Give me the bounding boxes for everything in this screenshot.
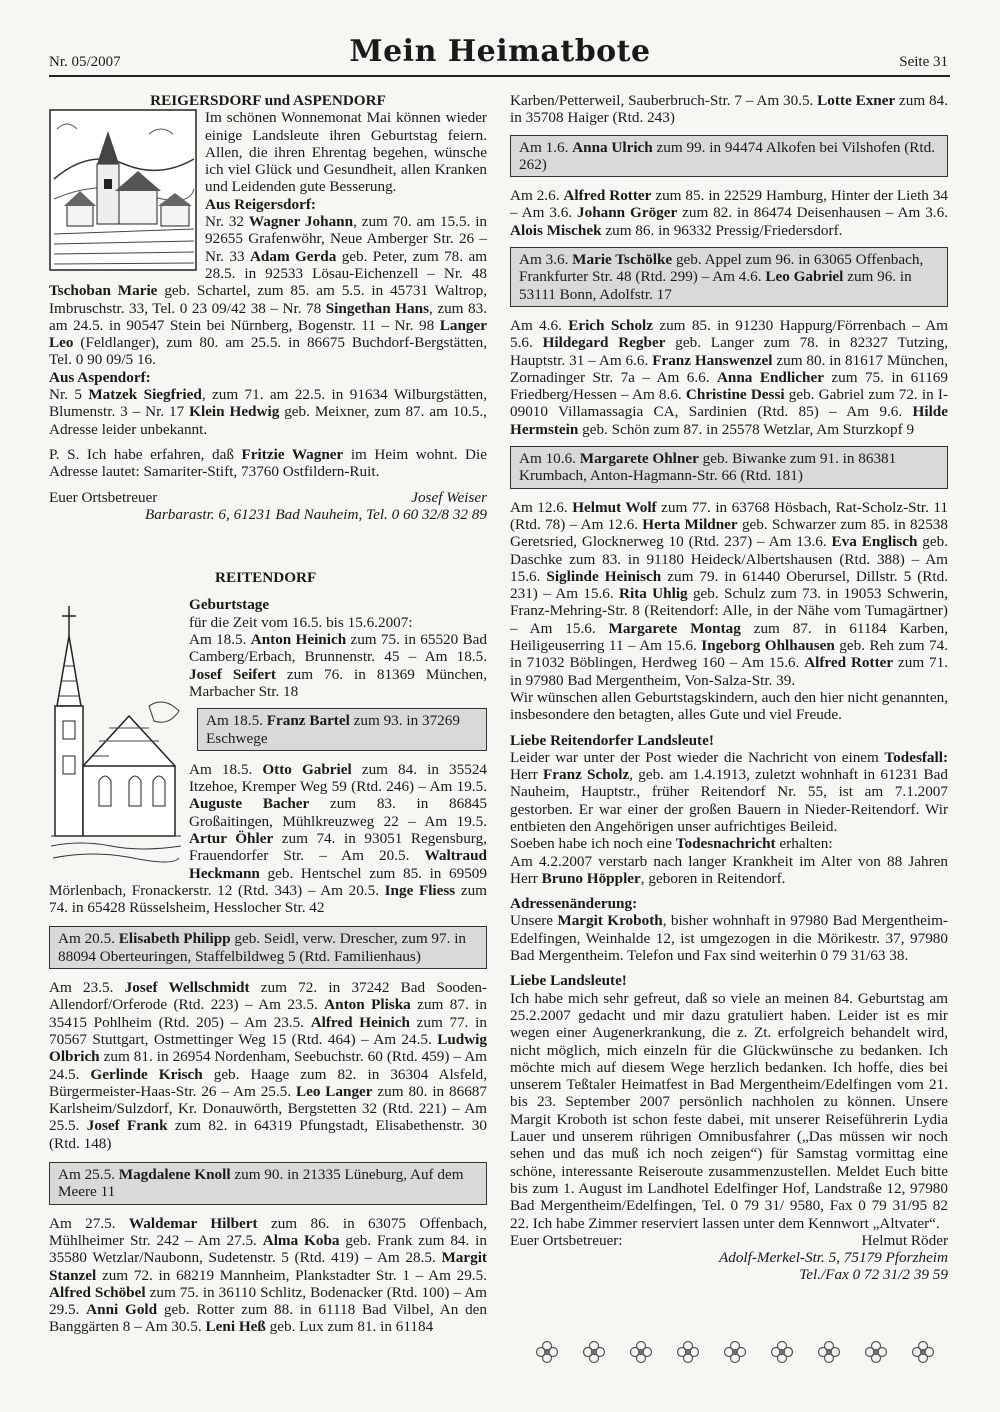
signature-address-reitendorf: Adolf-Merkel-Str. 5, 75179 Pforzheim: [718, 1249, 948, 1267]
highlight-box-ohlner: Am 10.6. Margarete Ohlner geb. Biwanke zum 91. in 86381 Krumbach, Anton-Hagmann-Str. 66 (Rtd. 181): [510, 446, 948, 489]
reigersdorf-birthdays: Nr. 32 Wagner Johann, zum 70. am 15.5. in 92655 Grafenwöhr, Neue Amberger Str. 26 – Nr. 33 Adam Gerda geb. Peter, zum 78. am 28.5. in 92533 Lösau-Eichenzell – Nr. 48 Tschoban Marie geb. Schartel, zum 85. am 5.5. in 45731 Waltrop, Imbruschstr. 33, Tel. 0 23 09/42 38 – Nr. 78 Singethan Hans, zum 83. am 24.5. in 90547 Stein bei Nürnberg, Bogenstr. 11 – Nr. 98 Langer Leo (Feldlanger), zum 80. am 25.5. in 86675 Buchdorf-Bergstätten, Tel. 0 90 09/5 16.: [49, 213, 488, 369]
highlight-box-knoll: Am 25.5. Magdalene Knoll zum 90. in 21335 Lüneburg, Auf dem Meere 11: [49, 1162, 487, 1205]
highlight-box-tschoelke: Am 3.6. Marie Tschölke geb. Appel zum 96. in 63065 Offenbach, Frankfurter Str. 48 (Rtd. 299) – Am 4.6. Leo Gabriel zum 96. in 53111 Bonn, Adolfstr. 17: [510, 247, 948, 307]
right-birthdays-4: Am 12.6. Helmut Wolf zum 77. in 63768 Hösbach, Rat-Scholz-Str. 11 (Rtd. 78) – Am 12.6. Herta Mildner geb. Schwarzer zum 85. in 82538 Geretsried, Glocknerweg 10 (Rtd. 237) – Am 13.6. Eva Englisch geb. Daschke zum 83. in 91180 Heideck/Albertshausen (Rtd. 388) – Am 15.6. Siglinde Heinisch zum 79. in 61440 Oberursel, Dillstr. 5 (Rtd. 231) – Am 15.6. Rita Uhlig geb. Schulz zum 73. in 19053 Schwerin, Franz-Mehring-Str. 8 (Reitendorf: Alle, in der Nähe vom Tumagärtner) – Am 15.6. Margarete Montag zum 87. in 61184 Karben, Heiligeuserring 11 – Am 15.6. Ingeborg Ohlhausen geb. Reh zum 74. in 71032 Böblingen, Herdweg 160 – Am 15.6. Alfred Rotter zum 71. in 97980 Bad Mergentheim, Von-Salza-Str. 39.: [510, 498, 949, 689]
right-birthdays-1: Karben/Petterweil, Sauberbruch-Str. 7 – Am 30.5. Lotte Exner zum 84. in 35708 Haiger (Rtd. 243): [510, 92, 948, 127]
flower-icon: [676, 1340, 700, 1364]
church-drawing-icon: [49, 596, 183, 866]
signature-reitendorf: Euer Ortsbetreuer: Helmut Röder: [510, 1231, 948, 1249]
right-column: [510, 92, 948, 1284]
flower-icon: [911, 1340, 935, 1364]
header-rule: [49, 75, 950, 77]
subheading-geburtstage: Geburtstage: [189, 596, 270, 614]
reitendorf-birthdays-2: Am 18.5. Otto Gabriel zum 84. in 35524 Itzehoe, Kremper Weg 59 (Rtd. 246) – Am 19.5. Auguste Bacher zum 83. in 86845 Großaitingen, Mühlkreuzweg 22 – Am 19.5. Artur Öhler zum 74. in 93051 Regensburg, Frauendorfer Str. – Am 20.5. Waltraud Heckmann geb. Hentschel zum 85. in 69509 Mörlenbach, Fronackerstr. 12 (Rtd. 343) – Am 20.5. Inge Fliess zum 74. in 65428 Rüsselsheim, Hesslocher Str. 42: [49, 760, 488, 917]
subheading-liebe-landsleute: Liebe Landsleute!: [510, 972, 627, 990]
subheading-aus-reigersdorf: Aus Reigersdorf:: [205, 195, 316, 213]
reigersdorf-intro: Im schönen Wonnemonat Mai können wieder einige Landsleute ihren Geburtstag feiern. Allen, die ihren Ehrentag begehen, wünsche ich viel Glück und Gesundheit, allen Kranken und Leidenden gute Besserung.: [205, 109, 487, 196]
subheading-adressenaenderung: Adressenänderung:: [510, 895, 638, 913]
period: für die Zeit vom 16.5. bis 15.6.2007:: [189, 613, 413, 631]
address-change: Unsere Margit Kroboth, bisher wohnhaft in 97980 Bad Mergentheim-Edelfingen, Weinhalde 12, ist umgezogen in die Mörikestr. 37, 97980 Bad Mergentheim. Telefon und Fax sind weiterhin 0 79 31/63 38.: [510, 912, 948, 965]
signature-address-reigersdorf: Barbarastr. 6, 61231 Bad Nauheim, Tel. 0 60 32/8 32 89: [144, 505, 487, 523]
death-notice-3: Am 4.2.2007 verstarb nach langer Krankheit im Alter von 88 Jahren Herr Bruno Höppler, geboren in Reitendorf.: [510, 852, 948, 887]
village-drawing-icon: [49, 109, 197, 271]
flower-icon: [817, 1340, 841, 1364]
letter-text: Ich habe mich sehr gefreut, daß so viele an meinen 84. Geburtstag am 25.2.2007 gedacht und mir dazu gratuliert haben. Leider ist es mir wegen einer Augenerkrankung, die z. Zt. erfolgreich behandelt wird, nicht möglich, mich einzeln für die Glückwünsche zu bedanken. Ich möchte mich auf diesem Wege herzlich bedanken. Ich hoffe, dies bei unserem Teßtaler Heimatfest in Bad Mergentheim/Edelfingen vom 21. bis 23. September 2007 persönlich nachholen zu können. Unsere Margit Kroboth ist schon feste dabei, mit unserer Reiseführerin Lydia Lauer und unserem rührigen Omnibusfahrer („Das müssen wir noch sehen und das muß ich noch zeigen“) für Samstag vormittag eine schöne, interessante Reiseroute zusammenzustellen. Meldet Euch bitte bis zum 1. August im Landhotel Edelfinger Hof, Landstraße 12, 97980 Bad Mergentheim/Edelfingen, Tel. 0 79 31/ 9580, Fax 0 79 31/95 82 22. Ich habe Zimmer reserviert lassen unter dem Kennwort „Altvater“.: [510, 989, 948, 1232]
section-title-reitendorf: REITENDORF: [215, 569, 317, 587]
page-number: Seite 31: [899, 54, 948, 70]
subheading-aus-aspendorf: Aus Aspendorf:: [49, 368, 151, 386]
reitendorf-birthdays-1: Am 18.5. Anton Heinich zum 75. in 65520 Bad Camberg/Erbach, Brunnenstr. 45 – Am 18.5. Josef Seifert zum 76. in 81369 München, Marbacher Str. 18: [189, 631, 487, 700]
left-column: [49, 92, 487, 1336]
section-title-reigersdorf: REIGERSDORF und ASPENDORF: [150, 92, 386, 109]
death-notice-1: Leider war unter der Post wieder die Nachricht von einem Todesfall: Herr Franz Scholz, geb. am 1.4.1913, zuletzt wohnhaft in 61231 Bad Nauheim, Hauptstr., früher Reitendorf Nr. 55, ist am 7.1.2007 gestorben. Er war einer der großen Bauern in Nieder-Reitendorf. Wir entbieten den Angehörigen unser aufrichtiges Beileid.: [510, 748, 948, 835]
highlight-box-philipp: Am 20.5. Elisabeth Philipp geb. Seidl, verw. Drescher, zum 97. in 88094 Oberteuringen, Staffelbildweg 5 (Rtd. Familienhaus): [49, 926, 487, 969]
flower-icon: [582, 1340, 606, 1364]
death-notice-2: Soeben habe ich noch eine Todesnachricht erhalten:: [510, 835, 833, 853]
postscript: P. S. Ich habe erfahren, daß Fritzie Wagner im Heim wohnt. Die Adresse lautet: Samariter-Stift, 73760 Ostfildern-Ruit.: [49, 445, 487, 481]
signature-reigersdorf: Euer Ortsbetreuer Josef Weiser: [49, 488, 487, 506]
flower-icon: [864, 1340, 888, 1364]
flower-icon: [629, 1340, 653, 1364]
flower-icon: [770, 1340, 794, 1364]
highlight-box-bartel: Am 18.5. Franz Bartel zum 93. in 37269 Eschwege: [197, 708, 487, 751]
right-birthdays-3: Am 4.6. Erich Scholz zum 85. in 91230 Happurg/Förrenbach – Am 5.6. Hildegard Regber geb. Langer zum 78. in 82327 Tutzing, Hauptstr. 31 – Am 6.6. Franz Hanswenzel zum 80. in 81617 München, Zornadinger Str. 7a – Am 6.6. Anna Endlicher zum 75. in 61169 Friedberg/Hessen – Am 8.6. Christine Dessi geb. Gabriel zum 72. in I-09010 Villamassagia CA, Sardinien (Rtd. 85) – Am 9.6. Hilde Hermstein geb. Schön zum 87. in 25578 Wetzlar, Am Sturzkopf 9: [510, 316, 949, 438]
highlight-box-ulrich: Am 1.6. Anna Ulrich zum 99. in 94474 Alkofen bei Vilshofen (Rtd. 262): [510, 135, 948, 178]
subheading-liebe-reitendorfer: Liebe Reitendorfer Landsleute!: [510, 731, 714, 749]
masthead: Mein Heimatbote: [349, 34, 651, 69]
issue-number: Nr. 05/2007: [49, 54, 121, 70]
signature-tel-reitendorf: Tel./Fax 0 72 31/2 39 59: [799, 1266, 948, 1284]
reitendorf-birthdays-3: Am 23.5. Josef Wellschmidt zum 72. in 37242 Bad Sooden-Allendorf/Orferode (Rtd. 223) – Am 23.5. Anton Pliska zum 87. in 35415 Pohlheim (Rtd. 205) – Am 23.5. Alfred Heinich zum 77. in 70567 Stuttgart, Ostmettinger Weg 15 (Rtd. 464) – Am 24.5. Ludwig Olbrich zum 81. in 26954 Nordenham, Seebuchstr. 60 (Rtd. 459) – Am 24.5. Gerlinde Krisch geb. Haage zum 82. in 36304 Alsfeld, Bürgermeister-Haas-Str. 26 – Am 25.5. Leo Langer zum 80. in 86687 Karlsheim/Sulzdorf, Kr. Donauwörth, Bergstetten 32 (Rtd. 221) – Am 25.5. Josef Frank zum 82. in 64319 Pfungstadt, Elisabethenstr. 30 (Rtd. 148): [49, 979, 488, 1152]
reitendorf-birthdays-4: Am 27.5. Waldemar Hilbert zum 86. in 63075 Offenbach, Mühlheimer Str. 242 – Am 27.5. Alma Koba geb. Frank zum 84. in 35580 Wetzlar/Naubonn, Sudetenstr. 5 (Rtd. 419) – Am 28.5. Margit Stanzel zum 72. in 68219 Mannheim, Plankstadter Str. 1 – Am 29.5. Alfred Schöbel zum 75. in 36110 Schlitz, Bodenacker (Rtd. 100) – Am 29.5. Anni Gold geb. Rotter zum 88. in 61118 Bad Vilbel, An den Banggärten 8 – Am 30.5. Leni Heß geb. Lux zum 81. in 61184: [49, 1214, 488, 1336]
flower-icon: [535, 1340, 559, 1364]
flower-icon: [723, 1340, 747, 1364]
flower-ornament-row: [535, 1340, 935, 1364]
wishes: Wir wünschen allen Geburtstagskindern, auch den hier nicht genannten, insbesondere den betagten, alles Gute und viel Freude.: [510, 688, 948, 724]
aspendorf-birthdays: Nr. 5 Matzek Siegfried, zum 71. am 22.5. in 91634 Wilburgstätten, Blumenstr. 3 – Nr. 17 Klein Hedwig geb. Meixner, zum 87. am 10.5., Adresse leider unbekannt.: [49, 386, 487, 438]
spacer: [49, 586, 487, 596]
spacer: [49, 523, 487, 569]
right-birthdays-2: Am 2.6. Alfred Rotter zum 85. in 22529 Hamburg, Hinter der Lieth 34 – Am 3.6. Johann Gröger zum 82. in 86474 Deisenhausen – Am 3.6. Alois Mischek zum 86. in 96332 Pressig/Friedersdorf.: [510, 187, 949, 239]
